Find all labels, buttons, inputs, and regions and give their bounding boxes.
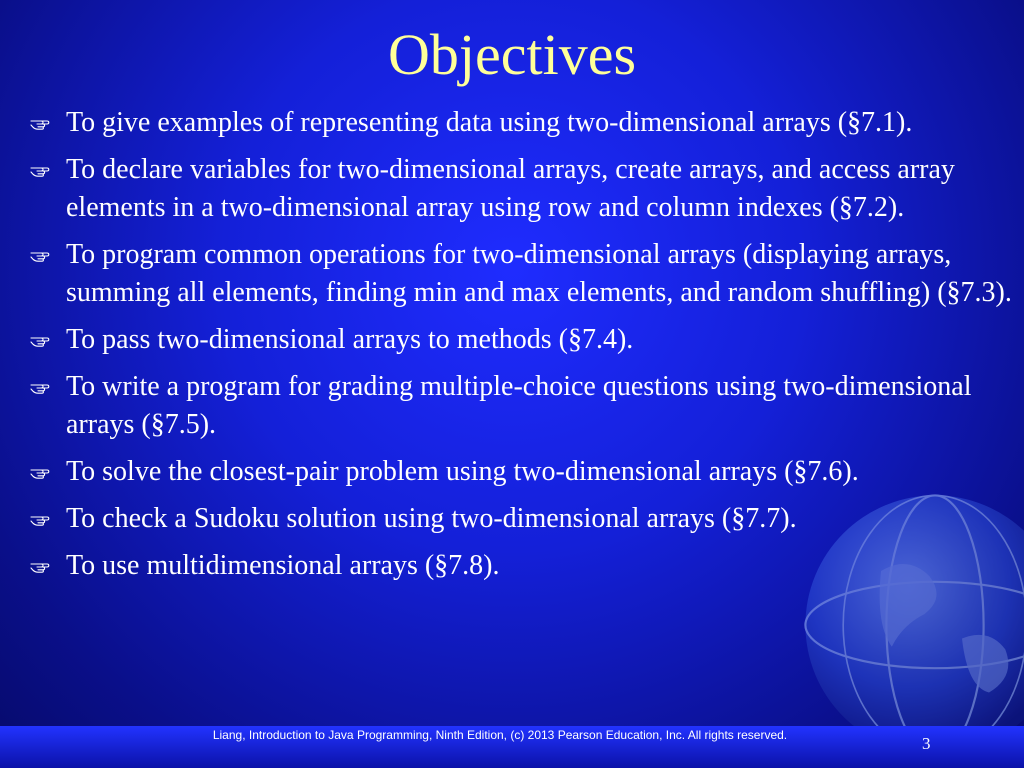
objective-text: To check a Sudoku solution using two-dimensional arrays (§7.7). [66,503,797,534]
objective-item [26,500,1016,538]
objective-text: To solve the closest-pair problem using two-dimensional arrays (§7.6). [66,456,859,487]
objective-text: To write a program for grading multiple-choice questions using two-dimensional arrays (§7.5). [66,371,972,440]
objectives-list [26,104,1016,594]
slide-title: Objectives [387,22,637,87]
objective-text: To program common operations for two-dimensional arrays (displaying arrays, summing all elements, finding min and max elements, and random shuffling) (§7.3). [66,239,1012,308]
pointing-hand-icon [30,379,50,395]
objective-text: To give examples of representing data using two-dimensional arrays (§7.1). [66,107,913,138]
objective-item [26,104,1016,142]
objective-item [26,236,1016,312]
footer-copyright: Liang, Introduction to Java Programming, Ninth Edition, (c) 2013 Pearson Education, Inc. All rights reserved. [212,728,788,742]
objective-item [26,453,1016,491]
pointing-hand-icon [30,464,50,480]
pointing-hand-icon [30,115,50,131]
objective-text: To pass two-dimensional arrays to methods (§7.4). [66,324,634,355]
objective-item [26,321,1016,359]
page-number: 3 [922,734,931,753]
objective-item [26,547,1016,585]
pointing-hand-icon [30,558,50,574]
pointing-hand-icon [30,332,50,348]
objective-item [26,368,1016,444]
objective-text: To use multidimensional arrays (§7.8). [66,550,500,581]
pointing-hand-icon [30,162,50,178]
pointing-hand-icon [30,247,50,263]
pointing-hand-icon [30,511,50,527]
objective-item [26,151,1016,227]
objective-text: To declare variables for two-dimensional arrays, create arrays, and access array elements in a two-dimensional array using row and column indexes (§7.2). [66,154,955,223]
